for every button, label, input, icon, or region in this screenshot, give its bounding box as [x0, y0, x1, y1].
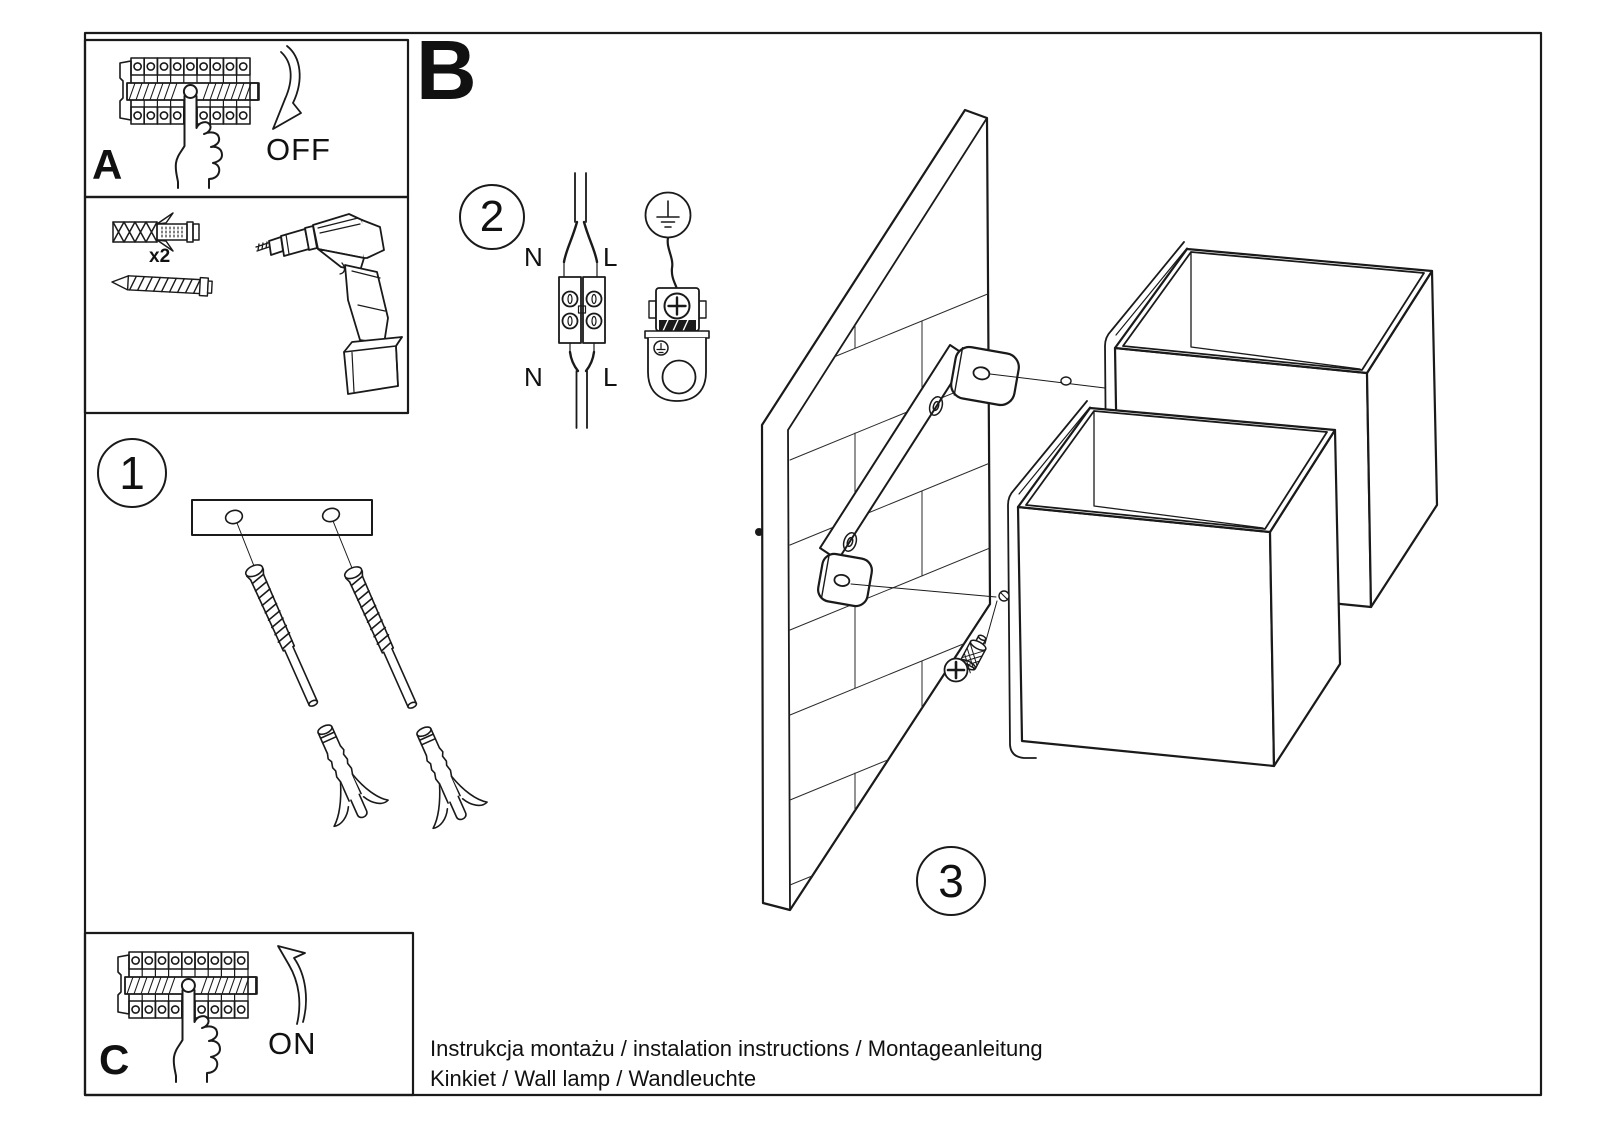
step-1-badge — [97, 438, 167, 508]
panel-a-frame — [85, 40, 408, 197]
section-b-label: B — [416, 23, 477, 117]
set-screw-hole-upper — [1061, 377, 1071, 385]
anchor-quantity-label: x2 — [149, 246, 171, 267]
panel-c-label: C — [99, 1036, 130, 1083]
on-label: ON — [268, 1026, 317, 1061]
screw-anchor-assembly — [323, 556, 489, 831]
footer-title-line: Instrukcja montażu / instalation instructions / Montageanleitung — [430, 1036, 1043, 1061]
mounting-plate-template — [192, 500, 372, 535]
wiring-diagram — [559, 173, 709, 428]
step-3-badge — [916, 846, 986, 916]
cube-lamp-lower — [1008, 401, 1340, 766]
footer — [430, 1034, 1043, 1094]
earth-symbol-icon — [646, 193, 691, 238]
phillips-screw-icon — [945, 659, 968, 682]
on-arrow-icon — [278, 946, 306, 1024]
wood-screw-icon — [112, 273, 213, 296]
off-label: OFF — [266, 132, 331, 167]
circuit-breaker-icon — [118, 952, 257, 1082]
ground-clamp-icon — [645, 288, 709, 401]
panel-a-label: A — [92, 141, 123, 188]
wire-label-n-bottom: N — [524, 362, 543, 392]
step-1-number: 1 — [119, 447, 145, 499]
wire-label-l-top: L — [603, 242, 618, 272]
footer-product-line: Kinkiet / Wall lamp / Wandleuchte — [430, 1066, 757, 1091]
wall-illustration — [755, 110, 990, 910]
step-2-number: 2 — [479, 192, 505, 241]
power-cable-icon — [564, 173, 597, 277]
wire-label-n-top: N — [524, 242, 543, 272]
step-3-number: 3 — [938, 855, 964, 907]
terminal-block-icon — [559, 277, 605, 343]
earth-wire — [668, 238, 677, 289]
set-screw-hole-lower — [999, 591, 1009, 601]
drill-icon — [256, 214, 402, 394]
wall-screw-dot — [755, 528, 763, 536]
power-cable-bottom-icon — [570, 343, 594, 428]
wire-label-l-bottom: L — [603, 362, 618, 392]
step-2-badge — [459, 184, 525, 250]
circuit-breaker-icon — [120, 58, 259, 188]
screw-anchor-assembly — [224, 554, 390, 829]
off-arrow-icon — [273, 46, 301, 129]
drilling-template-illustration — [192, 500, 489, 832]
